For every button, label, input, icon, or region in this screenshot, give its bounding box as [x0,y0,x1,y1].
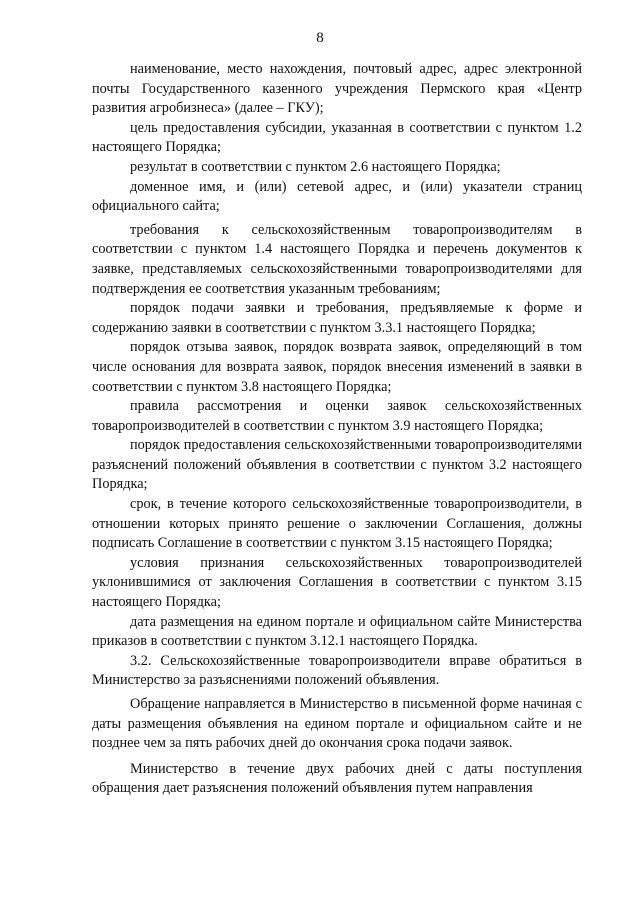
paragraph-ministry-response: Министерство в течение двух рабочих дней с даты поступления обращения дает разъяснения положений объявления путем направления [92,760,582,797]
paragraph-review-rules: правила рассмотрения и оценки заявок сельскохозяйственных товаропроизводителей в соответствии с пунктом 3.9 настоящего Порядка; [92,398,582,434]
document-body [92,60,582,799]
paragraph-request-submission: Обращение направляется в Министерство в письменной форме начиная с даты размещения объявления на едином портале и официальном сайте и не позднее чем за пять рабочих дней до окончания срока подачи заявок. [92,696,582,752]
paragraph-subsidy-goal: цель предоставления субсидии, указанная в соответствии с пунктом 1.2 настоящего Порядка; [92,119,582,156]
paragraph-publication-date: дата размещения на едином портале и официальном сайте Министерства приказов в соответствии с пунктом 3.12.1 настоящего Порядка. [92,613,582,650]
paragraph-withdrawal-procedure: порядок отзыва заявок, порядок возврата заявок, определяющий в том числе основания для возврата заявок, порядок внесения изменений в заявки в соответствии с пунктом 3.8 настоящего Порядка; [92,339,582,395]
paragraph-application-procedure: порядок подачи заявки и требования, предъявляемые к форме и содержанию заявки в соответствии с пунктом 3.3.1 настоящего Порядка; [92,300,582,336]
paragraph-result: результат в соответствии с пунктом 2.6 настоящего Порядка; [130,158,501,175]
paragraph-section-3-2: 3.2. Сельскохозяйственные товаропроизводители вправе обратиться в Министерство за разъяснениями положений объявления. [92,652,582,689]
paragraph-gku-info: наименование, место нахождения, почтовый адрес, адрес электронной почты Государственного казенного учреждения Пермского края «Центр развития агробизнеса» (далее – ГКУ); [92,61,582,117]
paragraph-signing-term: срок, в течение которого сельскохозяйственные товаропроизводители, в отношении которых принято решение о заключении Соглашения, должны подписать Соглашение в соответствии с пунктом 3.15 настоящего Порядка; [92,496,582,552]
paragraph-clarifications: порядок предоставления сельскохозяйственными товаропроизводителями разъяснений положений объявления в соответствии с пунктом 3.2 настоящего Порядка; [92,437,582,493]
page-number: 8 [316,30,324,46]
paragraph-evasion-conditions: условия признания сельскохозяйственных товаропроизводителей уклонившимися от заключения Соглашения в соответствии с пунктом 3.15 настоящего Порядка; [92,554,582,611]
paragraph-domain-name: доменное имя, и (или) сетевой адрес, и (или) указатели страниц официального сайта; [92,178,582,215]
paragraph-requirements: требования к сельскохозяйственным товаропроизводителям в соответствии с пунктом 1.4 настоящего Порядка и перечень документов к заявке, представляемых сельскохозяйственными товаропроизводителями для подтверждения ее соответствия указанным требованиям; [92,221,582,297]
